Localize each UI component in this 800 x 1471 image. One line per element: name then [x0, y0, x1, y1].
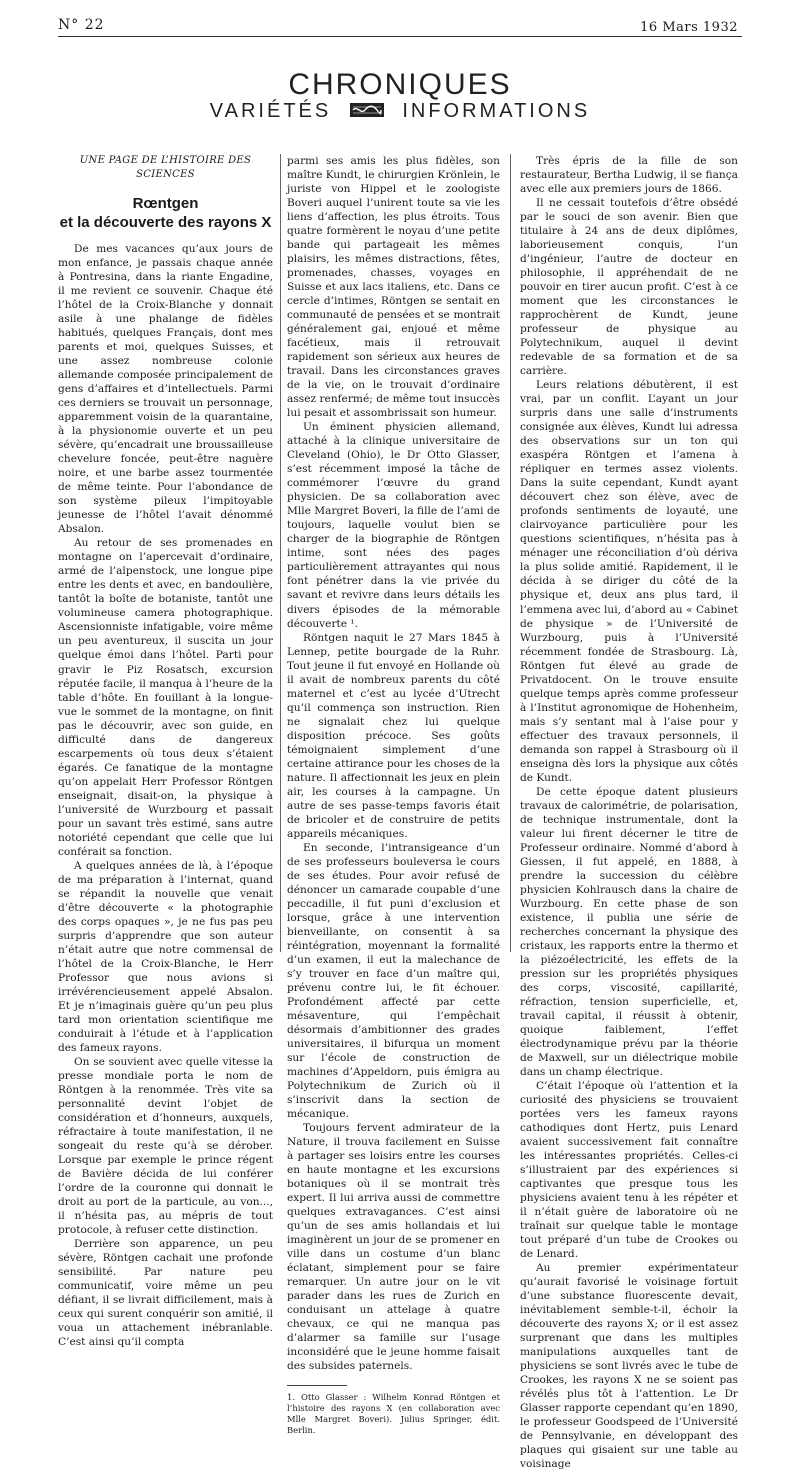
ornament-cartouche-icon — [350, 100, 384, 123]
paragraph: C’était l’époque où l’attention et la curiosité des physiciens se trouvaient portées vers les fameux rayons cathodiques dont Hertz, puis Lenard avaient successivement fait connaître les intéressantes propriétés. Celles-ci s’illustraient par des expériences si captivantes que presque tous les physiciens avaient tenu à les répéter et il n’était guère de laboratoire où ne traînait sur quelque table le montage tout préparé d’un tube de Crookes ou de Lenard. — [520, 1080, 738, 1261]
paragraph: Leurs relations débutèrent, il est vrai, par un conflit. L’ayant un jour surpris dans une salle d’instruments consignée aux élèves, Kundt lui adressa des observations sur un ton qui exaspéra Röntgen et l’amena à répliquer en termes assez violents. Dans la suite cependant, Kundt ayant découvert chez son élève, avec de profonds sentiments de loyauté, une clairvoyance particulière pour les questions scientifiques, n’hésita pas à ménager une réconciliation d’où dériva la plus solide amitié. Rapidement, il le décida à se diriger du côté de la physique et, deux ans plus tard, il l’emmena avec lui, d’abord au « Cabinet de physique » de l’Université de Wurzbourg, puis à l’Université récemment fondée de Strasbourg. Là, Röntgen fut élevé au grade de Privatdocent. On le trouve ensuite quelque temps après comme professeur à l’Institut agronomique de Hohenheim, mais s’y sentant mal à l’aise pour y effectuer des travaux personnels, il demanda son rappel à Strasbourg où il enseigna dès lors la physique aux côtés de Kundt. — [520, 379, 738, 784]
article-title-line2: et la découverte des rayons X — [59, 214, 272, 232]
paragraph: Au premier expérimentateur qu’aurait favorisé le voisinage fortuit d’une substance fluorescente devait, inévitablement semble-t-il, échoir la découverte des rayons X; or il est assez surprenant que dans les multiples manipulations auxquelles tant de physiciens se sont livrés avec le tube de Crookes, les rayons X ne se soient pas révélés plus tôt à l’attention. Le Dr Glasser rapporte cependant qu’en 1890, le professeur Goodspeed de l’Université de Pennsylvanie, en développant des plaques qui gisaient sur une table au voisinage — [520, 1262, 738, 1471]
paragraph: Au retour de ses promenades en montagne on l’apercevait d’ordinaire, armé de l’alpenstock, une longue pipe entre les dents et avec, en bandoulière, tantôt la boîte de botaniste, tantôt une volumineuse camera photographique. Ascensionniste infatigable, voire même un peu aventureux, il suscita un jour quelque émoi dans l’hôtel. Parti pour gravir le Piz Rosatsch, excursion réputée facile, il manqua à l’heure de la table d’hôte. En fouillant à la longue-vue le sommet de la montagne, on finit pas le découvrir, avec son guide, en difficulté dans de dangereux escarpements où tous deux s’étaient égarés. Ce fanatique de la montagne qu’on appelait Herr Professor Röntgen enseignait, disait-on, la physique à l’université de Wurzbourg et passait pour un savant très estimé, sans autre notoriété cependant que celle que lui conférait sa fonction. — [58, 537, 273, 858]
footnote-rule — [287, 1385, 347, 1386]
paragraph: Il ne cessait toutefois d’être obsédé par le souci de son avenir. Bien que titulaire à 24 ans de deux diplômes, laborieusement conquis, l’un d’ingénieur, l’autre de docteur en philosophie, il appréhendait de ne pouvoir en tirer aucun profit. C’est à ce moment que les circonstances le rapprochèrent de Kundt, jeune professeur de physique au Polytechnikum, auquel il devint redevable de sa formation et de sa carrière. — [520, 197, 738, 378]
paragraph: Toujours fervent admirateur de la Nature, il trouva facilement en Suisse à partager ses loisirs entre les courses en haute montagne et les excursions botaniques où il se montrait très expert. Il lui arriva aussi de commettre quelques extravagances. C’est ainsi qu’un de ses amis hollandais et lui imaginèrent un jour de se promener en ville dans un costume d’un blanc éclatant, simplement pour se faire remarquer. Un autre jour on le vit parader dans les rues de Zurich en conduisant un attelage à quatre chevaux, ce qui ne manqua pas d’alarmer sa famille sur l’usage inconsidéré que le jeune homme faisait des subsides paternels. — [287, 1122, 500, 1373]
article-rubric: UNE PAGE DE L’HISTOIRE DES SCIENCES — [79, 155, 252, 181]
paragraph: De mes vacances qu’aux jours de mon enfance, je passais chaque année à Pontresina, dans la riante Engadine, il me revient ce souvenir. Chaque été l’hôtel de la Croix-Blanche y donnait asile à une phalange de fidèles habitués, quelques Français, dont mes parents et moi, quelques Suisses, et une assez nombreuse colonie allemande composée principalement de gens d’affaires et d’intellectuels. Parmi ces derniers se trouvait un personnage, apparemment voisin de la quarantaine, à la physionomie ouverte et un peu sévère, qu’encadrait une broussailleuse chevelure foncée, peut-être naguère noire, et une barbe assez tourmentée de même teinte. Pour l’abondance de son système pileux l’impitoyable jeunesse de l’hôtel l’avait dénommé Absalon. — [58, 243, 273, 536]
column-rule-2 — [510, 154, 511, 952]
paragraph: Très épris de la fille de son restaurateur, Bertha Ludwig, il se fiança avec elle aux premiers jours de 1866. — [520, 155, 738, 196]
header-rule — [58, 36, 742, 37]
paragraph: Un éminent physicien allemand, attaché à la clinique universitaire de Cleveland (Ohio), le Dr Otto Glasser, s’est récemment imposé la tâche de commémorer l’œuvre du grand physicien. De sa collaboration avec Mlle Margret Boveri, la fille de l’ami de toujours, laquelle voulut bien se charger de la biographie de Röntgen intime, sont nées des pages particulièrement attrayantes qui nous font pénétrer dans la vie privée du savant et revivre dans leurs détails les divers épisodes de la mémorable découverte ¹. — [287, 421, 500, 630]
masthead-title: CHRONIQUES — [288, 68, 512, 101]
paragraph: A quelques années de là, à l’époque de ma préparation à l’internat, quand se répandit la nouvelle que venait d’être découverte « la photographie des corps opaques », je ne fus pas peu surpris d’apprendre que son auteur n’était autre que notre commensal de l’hôtel de la Croix-Blanche, le Herr Professor que nous avions si irrévérencieusement appelé Absalon. Et je n’imaginais guère qu’un peu plus tard mon orientation scientifique me conduirait à l’étude et à l’application des fameux rayons. — [58, 859, 273, 1054]
article-title-line1: Rœntgen — [132, 195, 199, 213]
paragraph: On se souvient avec quelle vitesse la presse mondiale porta le nom de Röntgen à la renommée. Très vite sa personnalité devint l’objet de considération et d’honneurs, auxquels, réfractaire à toute manifestation, il ne songeait du reste qu’à se dérober. Lorsque par exemple le prince régent de Bavière décida de lui conférer l’ordre de la couronne qui donnait le droit au port de la particule, au von..., il n’hésita pas, au mépris de tout protocole, à refuser cette distinction. — [58, 1055, 273, 1237]
column-2 — [287, 154, 500, 1436]
paragraph: Derrière son apparence, un peu sévère, Röntgen cachait une profonde sensibilité. Par nature peu communicatif, voire même un peu défiant, il se livrait difficilement, mais à ceux qui surent conquérir son amitié, il voua un attachement inébranlable. C’est ainsi qu’il compta — [58, 1238, 273, 1349]
masthead-varietes: VARIÉTÉS — [209, 100, 332, 122]
article-title — [58, 194, 273, 232]
masthead-subtitle — [0, 100, 800, 123]
column-1 — [58, 154, 273, 1349]
column-3 — [520, 154, 738, 1471]
masthead-informations: INFORMATIONS — [402, 100, 591, 122]
paragraph: parmi ses amis les plus fidèles, son maître Kundt, le chirurgien Krönlein, le juriste von Hippel et le zoologiste Boveri auquel l’unirent toute sa vie les liens d’affection, les plus étroits. Tous quatre formèrent le noyau d’une petite bande qui partageait les mêmes plaisirs, les mêmes distractions, fêtes, promenades, chasses, voyages en Suisse et aux lacs italiens, etc. Dans ce cercle d’intimes, Röntgen se sentait en communauté de pensées et se montrait généralement gai, enjoué et même facétieux, mais il retrouvait rapidement son sérieux aux heures de travail. Dans les circonstances graves de la vie, on le trouvait d’ordinaire assez renfermé; de même tout insuccès lui pesait et assombrissait son humeur. — [287, 155, 500, 420]
footnote: 1. Otto Glasser : Wilhelm Konrad Röntgen et l’histoire des rayons X (en collaboration avec Mlle Margret Boveri). Julius Springer, édit. Berlin. — [287, 1392, 500, 1436]
paragraph: En seconde, l’intransigeance d’un de ses professeurs bouleversa le cours de ses études. Pour avoir refusé de dénoncer un camarade coupable d’une peccadille, il fut puni d’exclusion et lorsque, grâce à une intervention bienveillante, on consentit à sa réintégration, moyennant la formalité d’un examen, il eut la malechance de s’y trouver en face d’un maître qui, prévenu contre lui, le fit échouer. Profondément affecté par cette mésaventure, qui l’empêchait désormais d’ambitionner des grades universitaires, il bifurqua un moment sur l’école de construction de machines d’Appeldorn, puis émigra au Polytechnikum de Zurich où il s’inscrivit dans la section de mécanique. — [287, 841, 500, 1121]
column-rule-1 — [280, 154, 281, 952]
issue-date: 16 Mars 1932 — [640, 20, 738, 35]
issue-number: N° 22 — [58, 17, 105, 33]
paragraph: Röntgen naquit le 27 Mars 1845 à Lennep, petite bourgade de la Ruhr. Tout jeune il fut envoyé en Hollande où il avait de nombreux parents du côté maternel et c’est au lycée d’Utrecht qu’il commença son instruction. Rien ne signalait chez lui quelque disposition précoce. Ses goûts témoignaient simplement d’une certaine attirance pour les choses de la nature. Il affectionnait les jeux en plein air, les courses à la campagne. Un autre de ses passe-temps favoris était de bricoler et de construire de petits appareils mécaniques. — [287, 631, 500, 840]
paragraph: De cette époque datent plusieurs travaux de calorimétrie, de polarisation, de technique instrumentale, dont la valeur lui firent décerner le titre de Professeur ordinaire. Nommé d’abord à Giessen, il fut appelé, en 1888, à prendre la succession du célèbre physicien Kohlrausch dans la chaire de Wurzbourg. En cette phase de son existence, il publia une série de recherches concernant la physique des cristaux, les rapports entre la thermo et la piézoélectricité, les effets de la pression sur les propriétés physiques des corps, viscosité, capillarité, réfraction, tension superficielle, et, travail capital, il réussit à obtenir, quoique faiblement, l’effet électrodynamique prévu par la théorie de Maxwell, sur un diélectrique mobile dans un champ électrique. — [520, 785, 738, 1079]
